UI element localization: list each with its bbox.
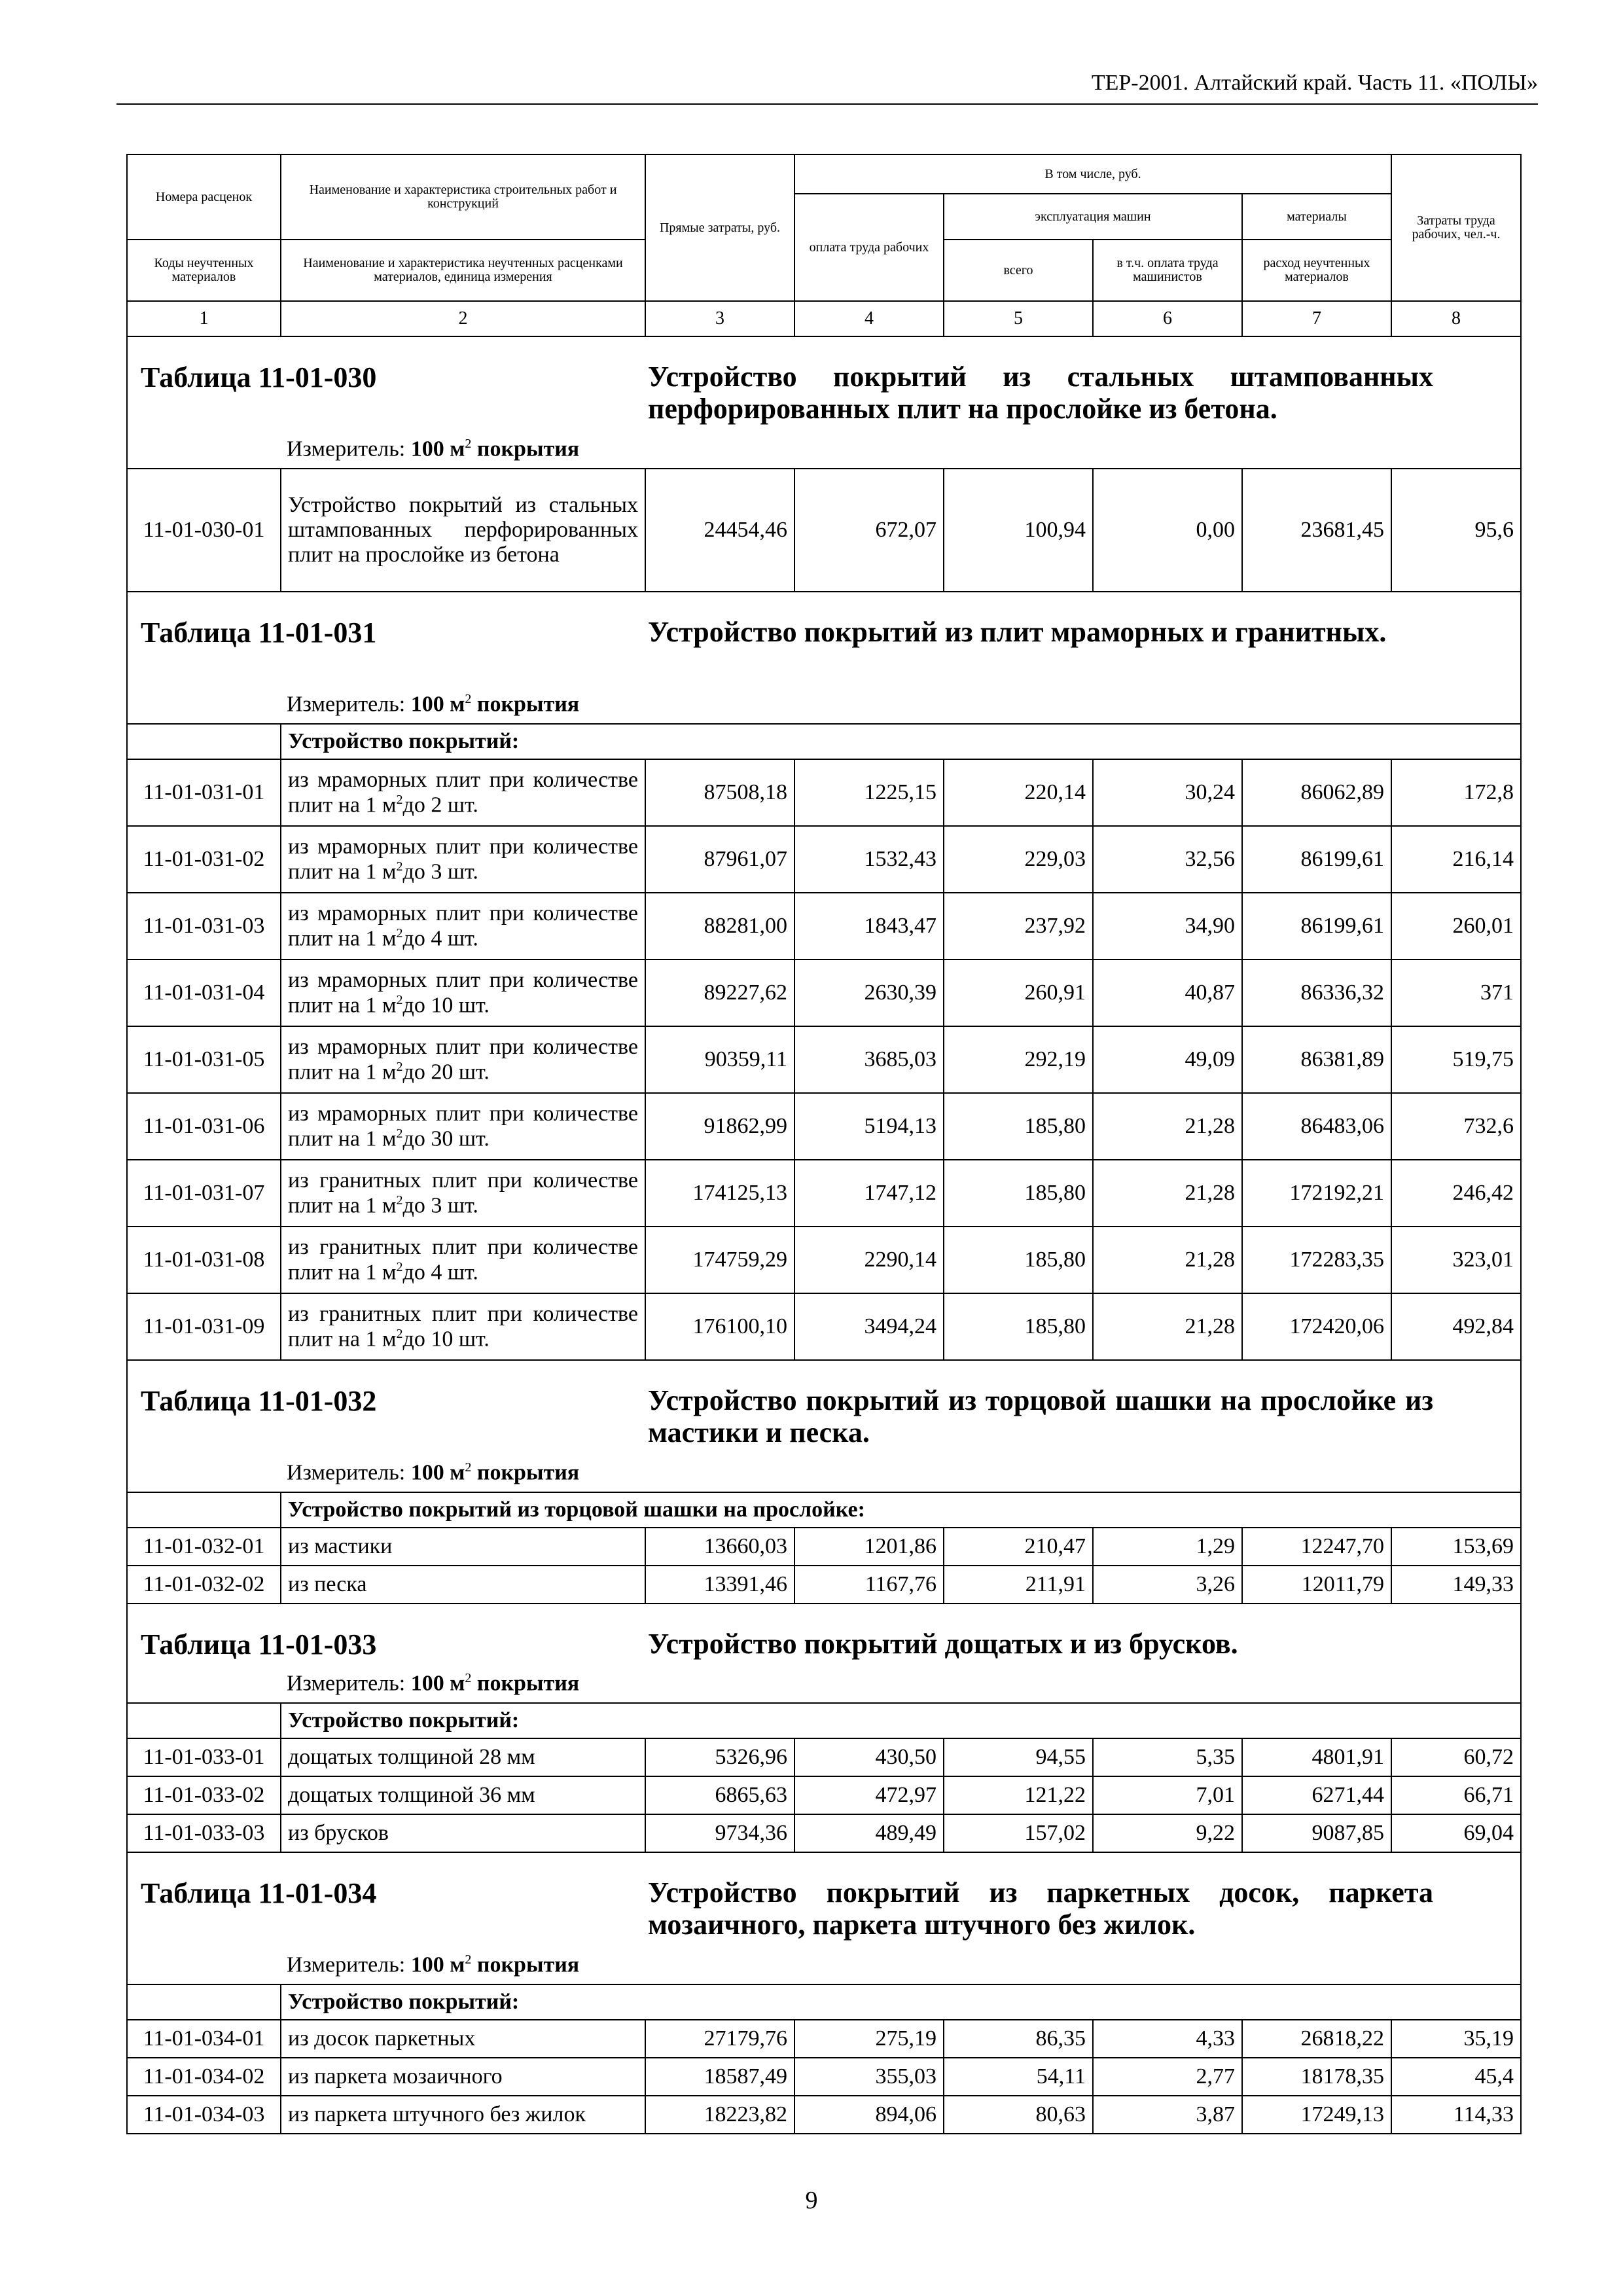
rate-name [281, 893, 645, 960]
labor-hours: 95,6 [1391, 469, 1521, 592]
machines-cost: 185,80 [944, 1093, 1093, 1160]
table-number: Таблица 11-01-034 [141, 1877, 377, 1909]
rate-code: 11-01-033-01 [127, 1738, 281, 1776]
table-title: Устройство покрытий из плит мраморных и гранитных. [648, 616, 1387, 648]
labor-cost: 472,97 [794, 1776, 944, 1814]
rate-name: из паркета штучного без жилок [281, 2096, 645, 2134]
rows-034 [127, 2020, 1521, 2134]
unit-exponent: 2 [396, 1326, 403, 1341]
price-table [126, 154, 1522, 2134]
materials-cost: 9087,85 [1242, 1814, 1391, 1852]
rate-code: 11-01-034-02 [127, 2058, 281, 2096]
column-number: 6 [1093, 301, 1242, 336]
machines-labor-cost: 21,28 [1093, 1160, 1242, 1227]
col8-header: Затраты труда рабочих, чел.-ч. [1391, 154, 1521, 301]
machines-cost: 100,94 [944, 469, 1093, 592]
table-row [127, 960, 1521, 1026]
labor-hours: 66,71 [1391, 1776, 1521, 1814]
col1-top-header: Номера расценок [127, 154, 281, 240]
rate-name-qty: до 2 шт. [402, 793, 478, 817]
machines-labor-cost: 1,29 [1093, 1528, 1242, 1566]
table-title: Устройство покрытий дощатых и из брусков. [648, 1628, 1238, 1660]
materials-cost: 86381,89 [1242, 1026, 1391, 1093]
materials-cost: 86199,61 [1242, 826, 1391, 893]
table-row [127, 2020, 1521, 2058]
rate-name-main: из мраморных плит при количестве плит на 1 м [288, 1101, 638, 1151]
rate-name: из паркета мозаичного [281, 2058, 645, 2096]
rate-code: 11-01-031-04 [127, 960, 281, 1026]
direct-cost: 174125,13 [645, 1160, 794, 1227]
machines-cost: 211,91 [944, 1566, 1093, 1604]
measure-exponent: 2 [465, 436, 472, 451]
rate-name: из брусков [281, 1814, 645, 1852]
rate-code: 11-01-031-03 [127, 893, 281, 960]
machines-header: эксплуатация машин [944, 194, 1242, 240]
machines-labor-cost: 21,28 [1093, 1093, 1242, 1160]
materials-cost: 23681,45 [1242, 469, 1391, 592]
section-header-034 [127, 1852, 1521, 1984]
materials-cost: 4801,91 [1242, 1738, 1391, 1776]
unit-exponent: 2 [396, 792, 403, 807]
subheader-label: Устройство покрытий: [281, 1984, 1521, 2020]
materials-cost: 12011,79 [1242, 1566, 1391, 1604]
rate-name [281, 1227, 645, 1293]
rate-name-main: из мраморных плит при количестве плит на 1 м [288, 967, 638, 1018]
price-table-container [126, 154, 1520, 2134]
unit-exponent: 2 [396, 1059, 403, 1074]
section-header-031 [127, 592, 1521, 724]
rate-name [281, 826, 645, 893]
rate-name-qty: до 3 шт. [402, 859, 478, 884]
labor-cost: 3685,03 [794, 1026, 944, 1093]
direct-cost: 18223,82 [645, 2096, 794, 2134]
labor-hours: 45,4 [1391, 2058, 1521, 2096]
machines-cost: 220,14 [944, 759, 1093, 826]
measure-unit: 100 м [410, 437, 465, 461]
column-number: 3 [645, 301, 794, 336]
rate-name-main: из гранитных плит при количестве плит на 1 м [288, 1301, 638, 1352]
rate-name [281, 960, 645, 1026]
rate-name: из досок паркетных [281, 2020, 645, 2058]
labor-hours: 114,33 [1391, 2096, 1521, 2134]
materials-cost: 86062,89 [1242, 759, 1391, 826]
measure-suffix: покрытия [476, 437, 580, 461]
column-number: 7 [1242, 301, 1391, 336]
labor-hours: 69,04 [1391, 1814, 1521, 1852]
measure-prefix: Измеритель: [287, 692, 406, 716]
column-number: 1 [127, 301, 281, 336]
materials-cost: 172420,06 [1242, 1293, 1391, 1360]
unit-exponent: 2 [396, 859, 403, 874]
labor-hours: 732,6 [1391, 1093, 1521, 1160]
rate-code: 11-01-032-02 [127, 1566, 281, 1604]
rate-code: 11-01-032-01 [127, 1528, 281, 1566]
machines-labor-cost: 3,87 [1093, 2096, 1242, 2134]
measure-exponent: 2 [465, 1670, 472, 1685]
rate-name-main: из мраморных плит при количестве плит на 1 м [288, 834, 638, 884]
machines-cost: 54,11 [944, 2058, 1093, 2096]
table-row [127, 893, 1521, 960]
machines-cost: 185,80 [944, 1160, 1093, 1227]
measure-prefix: Измеритель: [287, 1671, 406, 1695]
page-number: 9 [805, 2187, 818, 2214]
table-number: Таблица 11-01-032 [141, 1385, 377, 1417]
including-header: В том числе, руб. [794, 154, 1391, 194]
machines-labor-cost: 5,35 [1093, 1738, 1242, 1776]
labor-cost: 894,06 [794, 2096, 944, 2134]
labor-cost: 672,07 [794, 469, 944, 592]
labor-cost: 1747,12 [794, 1160, 944, 1227]
table-title: Устройство покрытий из стальных штампованных перфорированных плит на прослойке из бетона. [648, 361, 1433, 425]
rate-name [281, 1293, 645, 1360]
rate-name [281, 759, 645, 826]
table-row [127, 1528, 1521, 1566]
direct-cost: 174759,29 [645, 1227, 794, 1293]
labor-cost: 1201,86 [794, 1528, 944, 1566]
materials-cost: 172192,21 [1242, 1160, 1391, 1227]
labor-hours: 149,33 [1391, 1566, 1521, 1604]
machines-cost: 185,80 [944, 1293, 1093, 1360]
subheader-row [127, 1703, 1521, 1738]
direct-cost: 5326,96 [645, 1738, 794, 1776]
measure-prefix: Измеритель: [287, 437, 406, 461]
machines-labor-cost: 9,22 [1093, 1814, 1242, 1852]
rate-name-main: из гранитных плит при количестве плит на 1 м [288, 1234, 638, 1285]
materials-cost: 26818,22 [1242, 2020, 1391, 2058]
column-numbers-row [127, 301, 1521, 336]
measure-unit: 100 м [410, 692, 465, 716]
section-block [128, 1853, 1520, 1984]
labor-hours: 371 [1391, 960, 1521, 1026]
labor-header: оплата труда рабочих [794, 194, 944, 301]
rows-032 [127, 1528, 1521, 1604]
table-row [127, 1776, 1521, 1814]
rate-name-main: из мраморных плит при количестве плит на 1 м [288, 1034, 638, 1085]
materials-cost: 172283,35 [1242, 1227, 1391, 1293]
machines-labor-cost: 7,01 [1093, 1776, 1242, 1814]
measure-line [287, 1460, 579, 1485]
labor-hours: 172,8 [1391, 759, 1521, 826]
rate-code: 11-01-031-06 [127, 1093, 281, 1160]
rate-name-qty: до 10 шт. [402, 1327, 490, 1352]
rate-name-qty: до 4 шт. [402, 1260, 478, 1285]
table-number: Таблица 11-01-031 [141, 617, 377, 649]
machines-cost: 86,35 [944, 2020, 1093, 2058]
measure-suffix: покрытия [476, 692, 580, 716]
machines-labor-cost: 2,77 [1093, 2058, 1242, 2096]
machines-cost: 157,02 [944, 1814, 1093, 1852]
table-row [127, 826, 1521, 893]
rate-name: из мастики [281, 1528, 645, 1566]
machines-labor-cost: 49,09 [1093, 1026, 1242, 1093]
measure-prefix: Измеритель: [287, 1952, 406, 1977]
rate-name: дощатых толщиной 28 мм [281, 1738, 645, 1776]
rate-code: 11-01-034-01 [127, 2020, 281, 2058]
direct-cost: 87508,18 [645, 759, 794, 826]
rate-name-qty: до 10 шт. [402, 993, 490, 1018]
rate-code: 11-01-034-03 [127, 2096, 281, 2134]
rate-code: 11-01-031-02 [127, 826, 281, 893]
section-block [128, 1361, 1520, 1492]
measure-unit: 100 м [410, 1671, 465, 1695]
materials-cost: 86483,06 [1242, 1093, 1391, 1160]
direct-cost: 24454,46 [645, 469, 794, 592]
machines-cost: 94,55 [944, 1738, 1093, 1776]
table-row [127, 1026, 1521, 1093]
measure-line [287, 692, 579, 717]
unit-exponent: 2 [396, 925, 403, 941]
table-row [127, 2096, 1521, 2134]
col3-header: Прямые затраты, руб. [645, 154, 794, 301]
page-header-title: ТЕР-2001. Алтайский край. Часть 11. «ПОЛЫ» [1091, 71, 1538, 95]
labor-cost: 2290,14 [794, 1227, 944, 1293]
labor-hours: 260,01 [1391, 893, 1521, 960]
table-row [127, 1814, 1521, 1852]
labor-cost: 2630,39 [794, 960, 944, 1026]
column-number: 4 [794, 301, 944, 336]
labor-cost: 489,49 [794, 1814, 944, 1852]
labor-cost: 3494,24 [794, 1293, 944, 1360]
labor-cost: 1225,15 [794, 759, 944, 826]
rate-code: 11-01-031-01 [127, 759, 281, 826]
rate-code: 11-01-033-02 [127, 1776, 281, 1814]
section-block [128, 1604, 1520, 1702]
measure-suffix: покрытия [476, 1460, 580, 1484]
unit-exponent: 2 [396, 1193, 403, 1208]
labor-hours: 35,19 [1391, 2020, 1521, 2058]
section-block [128, 592, 1520, 723]
measure-exponent: 2 [465, 1460, 472, 1475]
direct-cost: 9734,36 [645, 1814, 794, 1852]
machines-cost: 210,47 [944, 1528, 1093, 1566]
materials-cost: 17249,13 [1242, 2096, 1391, 2134]
machines-labor-cost: 21,28 [1093, 1293, 1242, 1360]
rate-name: из песка [281, 1566, 645, 1604]
labor-hours: 60,72 [1391, 1738, 1521, 1776]
header-divider [116, 103, 1538, 105]
machines-labor-cost: 3,26 [1093, 1566, 1242, 1604]
labor-hours: 323,01 [1391, 1227, 1521, 1293]
measure-line [287, 437, 579, 461]
machines-labor-header: в т.ч. оплата труда машинистов [1093, 240, 1242, 301]
labor-cost: 1843,47 [794, 893, 944, 960]
machines-cost: 229,03 [944, 826, 1093, 893]
labor-hours: 216,14 [1391, 826, 1521, 893]
col1-bottom-header: Коды неучтенных материалов [127, 240, 281, 301]
rate-name [281, 1026, 645, 1093]
materials-header: материалы [1242, 194, 1391, 240]
measure-line [287, 1952, 579, 1977]
direct-cost: 89227,62 [645, 960, 794, 1026]
direct-cost: 90359,11 [645, 1026, 794, 1093]
column-number: 2 [281, 301, 645, 336]
rate-name-qty: до 3 шт. [402, 1193, 478, 1218]
table-title: Устройство покрытий из паркетных досок, паркета мозаичного, паркета штучного без жилок. [648, 1876, 1433, 1941]
rate-name: дощатых толщиной 36 мм [281, 1776, 645, 1814]
rate-name-qty: до 30 шт. [402, 1126, 490, 1151]
direct-cost: 176100,10 [645, 1293, 794, 1360]
table-row [127, 469, 1521, 592]
materials-cost: 86199,61 [1242, 893, 1391, 960]
labor-cost: 1167,76 [794, 1566, 944, 1604]
subheader-label: Устройство покрытий: [281, 724, 1521, 759]
rate-name: Устройство покрытий из стальных штампованных перфорированных плит на прослойке из бетона [281, 469, 645, 592]
machines-labor-cost: 34,90 [1093, 893, 1242, 960]
labor-cost: 1532,43 [794, 826, 944, 893]
machines-labor-cost: 30,24 [1093, 759, 1242, 826]
machines-labor-cost: 4,33 [1093, 2020, 1242, 2058]
table-row [127, 1093, 1521, 1160]
labor-cost: 275,19 [794, 2020, 944, 2058]
rate-code: 11-01-031-07 [127, 1160, 281, 1227]
subheader-row [127, 1492, 1521, 1528]
direct-cost: 13660,03 [645, 1528, 794, 1566]
labor-cost: 5194,13 [794, 1093, 944, 1160]
direct-cost: 88281,00 [645, 893, 794, 960]
column-number: 8 [1391, 301, 1521, 336]
rows-031 [127, 759, 1521, 1360]
table-row [127, 1293, 1521, 1360]
measure-suffix: покрытия [476, 1952, 580, 1977]
table-number: Таблица 11-01-033 [141, 1628, 377, 1660]
subheader-row [127, 1984, 1521, 2020]
measure-suffix: покрытия [476, 1671, 580, 1695]
rate-name [281, 1093, 645, 1160]
measure-unit: 100 м [410, 1952, 465, 1977]
materials-cost: 6271,44 [1242, 1776, 1391, 1814]
table-row [127, 1566, 1521, 1604]
table-row [127, 2058, 1521, 2096]
measure-exponent: 2 [465, 691, 472, 706]
machines-cost: 237,92 [944, 893, 1093, 960]
column-number: 5 [944, 301, 1093, 336]
table-title: Устройство покрытий из торцовой шашки на прослойке из мастики и песка. [648, 1384, 1433, 1449]
unit-exponent: 2 [396, 1259, 403, 1274]
direct-cost: 87961,07 [645, 826, 794, 893]
materials-cost: 18178,35 [1242, 2058, 1391, 2096]
subheader-label: Устройство покрытий: [281, 1703, 1521, 1738]
rate-name-main: из мраморных плит при количестве плит на 1 м [288, 767, 638, 817]
direct-cost: 91862,99 [645, 1093, 794, 1160]
subheader-label: Устройство покрытий из торцовой шашки на прослойке: [281, 1492, 1521, 1528]
table-row [127, 759, 1521, 826]
machines-cost: 292,19 [944, 1026, 1093, 1093]
table-row [127, 1738, 1521, 1776]
direct-cost: 13391,46 [645, 1566, 794, 1604]
machines-cost: 185,80 [944, 1227, 1093, 1293]
rate-name-qty: до 20 шт. [402, 1060, 490, 1085]
materials-cost: 12247,70 [1242, 1528, 1391, 1566]
section-header-033 [127, 1604, 1521, 1703]
labor-cost: 430,50 [794, 1738, 944, 1776]
machines-cost: 121,22 [944, 1776, 1093, 1814]
table-row [127, 1160, 1521, 1227]
labor-hours: 492,84 [1391, 1293, 1521, 1360]
measure-unit: 100 м [410, 1460, 465, 1484]
unit-exponent: 2 [396, 992, 403, 1007]
section-header-032 [127, 1360, 1521, 1492]
machines-cost: 80,63 [944, 2096, 1093, 2134]
machines-labor-cost: 32,56 [1093, 826, 1242, 893]
machines-cost: 260,91 [944, 960, 1093, 1026]
direct-cost: 18587,49 [645, 2058, 794, 2096]
labor-hours: 519,75 [1391, 1026, 1521, 1093]
machines-total-header: всего [944, 240, 1093, 301]
rows-033 [127, 1738, 1521, 1852]
table-number: Таблица 11-01-030 [141, 361, 377, 393]
labor-hours: 246,42 [1391, 1160, 1521, 1227]
section-block [128, 337, 1520, 468]
measure-line [287, 1671, 579, 1696]
rate-name-main: из гранитных плит при количестве плит на 1 м [288, 1168, 638, 1218]
rate-code: 11-01-031-05 [127, 1026, 281, 1093]
direct-cost: 27179,76 [645, 2020, 794, 2058]
measure-exponent: 2 [465, 1952, 472, 1967]
unit-exponent: 2 [396, 1126, 403, 1141]
col2-bottom-header: Наименование и характеристика неучтенных расценками материалов, единица измерения [281, 240, 645, 301]
materials-sub-header: расход неучтенных материалов [1242, 240, 1391, 301]
section-header-030 [127, 336, 1521, 469]
measure-prefix: Измеритель: [287, 1460, 406, 1484]
labor-hours: 153,69 [1391, 1528, 1521, 1566]
rate-code: 11-01-033-03 [127, 1814, 281, 1852]
rate-name-main: из мраморных плит при количестве плит на 1 м [288, 901, 638, 951]
header-row-1 [127, 154, 1521, 194]
table-row [127, 1227, 1521, 1293]
subheader-row [127, 724, 1521, 759]
machines-labor-cost: 40,87 [1093, 960, 1242, 1026]
labor-cost: 355,03 [794, 2058, 944, 2096]
rate-code: 11-01-031-09 [127, 1293, 281, 1360]
direct-cost: 6865,63 [645, 1776, 794, 1814]
rate-code: 11-01-030-01 [127, 469, 281, 592]
machines-labor-cost: 0,00 [1093, 469, 1242, 592]
rate-code: 11-01-031-08 [127, 1227, 281, 1293]
rate-name-qty: до 4 шт. [402, 926, 478, 951]
materials-cost: 86336,32 [1242, 960, 1391, 1026]
rate-name [281, 1160, 645, 1227]
col2-top-header: Наименование и характеристика строительных работ и конструкций [281, 154, 645, 240]
machines-labor-cost: 21,28 [1093, 1227, 1242, 1293]
